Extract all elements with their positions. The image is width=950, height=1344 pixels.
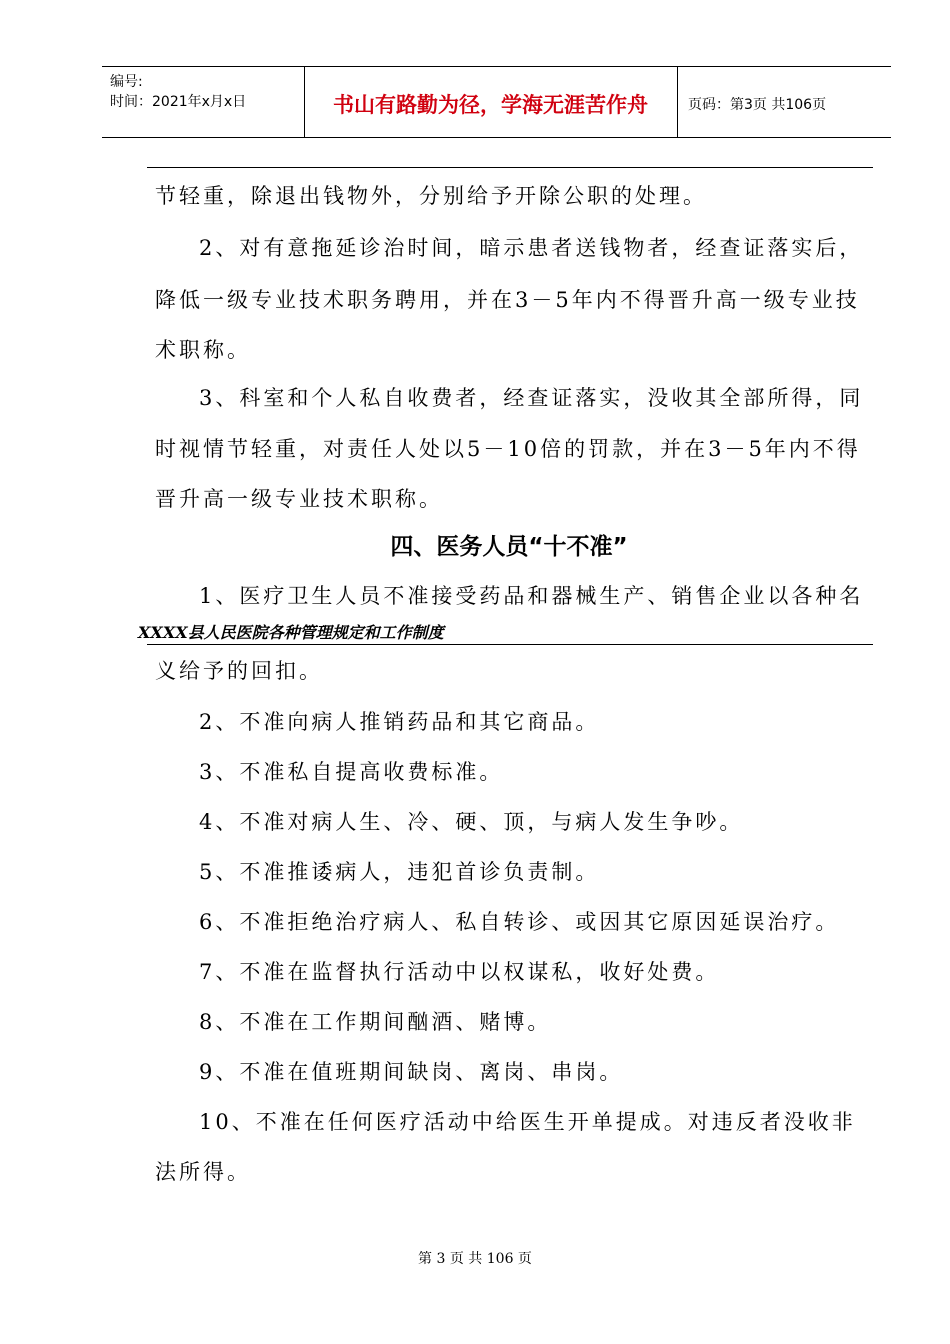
- paragraph-line: 2、对有意拖延诊治时间，暗示患者送钱物者，经查证落实后，: [199, 236, 864, 260]
- page-footer: 第 3 页 共 106 页: [418, 1251, 532, 1267]
- header-meta-cell: [102, 67, 305, 137]
- running-header: XXXX县人民医院各种管理规定和工作制度: [138, 623, 444, 642]
- list-item: 10、不准在任何医疗活动中给医生开单提成。对违反者没收非: [199, 1110, 856, 1134]
- list-item: 5、不准推诿病人，违犯首诊负责制。: [199, 860, 600, 884]
- paragraph-line: 晋升高一级专业技术职称。: [155, 487, 443, 511]
- list-item: 9、不准在值班期间缺岗、离岗、串岗。: [199, 1060, 624, 1084]
- document-header: [102, 66, 891, 138]
- running-header-rule: [147, 644, 873, 645]
- list-item: 6、不准拒绝治疗病人、私自转诊、或因其它原因延误治疗。: [199, 910, 840, 934]
- list-item: 3、不准私自提高收费标准。: [199, 760, 504, 784]
- top-rule: [147, 167, 873, 168]
- paragraph-line: 节轻重，除退出钱物外，分别给予开除公职的处理。: [155, 184, 707, 208]
- paragraph-line: 时视情节轻重，对责任人处以5－10倍的罚款，并在3－5年内不得: [155, 437, 861, 461]
- paragraph-line: 1、医疗卫生人员不准接受药品和器械生产、销售企业以各种名: [199, 584, 864, 608]
- page-info: 页码：第3页 共106页: [688, 97, 827, 113]
- list-item: 2、不准向病人推销药品和其它商品。: [199, 710, 600, 734]
- paragraph-line: 法所得。: [155, 1160, 251, 1184]
- list-item: 7、不准在监督执行活动中以权谋私，收好处费。: [199, 960, 720, 984]
- section-heading: 四、医务人员“十不准”: [390, 534, 628, 560]
- paragraph-line: 义给予的回扣。: [155, 659, 323, 683]
- list-item: 8、不准在工作期间酗酒、赌博。: [199, 1010, 552, 1034]
- header-page-cell: [678, 67, 891, 137]
- paragraph-line: 术职称。: [155, 338, 251, 362]
- number-label: 编号:: [110, 74, 143, 90]
- paragraph-line: 降低一级专业技术职务聘用，并在3－5年内不得晋升高一级专业技: [155, 288, 860, 312]
- list-item: 4、不准对病人生、冷、硬、顶，与病人发生争吵。: [199, 810, 744, 834]
- header-motto-cell: [304, 67, 678, 137]
- time-label: 时间：2021年x月x日: [110, 94, 247, 110]
- motto-text: 书山有路勤为径，学海无涯苦作舟: [333, 93, 648, 117]
- paragraph-line: 3、科室和个人私自收费者，经查证落实，没收其全部所得，同: [199, 386, 864, 410]
